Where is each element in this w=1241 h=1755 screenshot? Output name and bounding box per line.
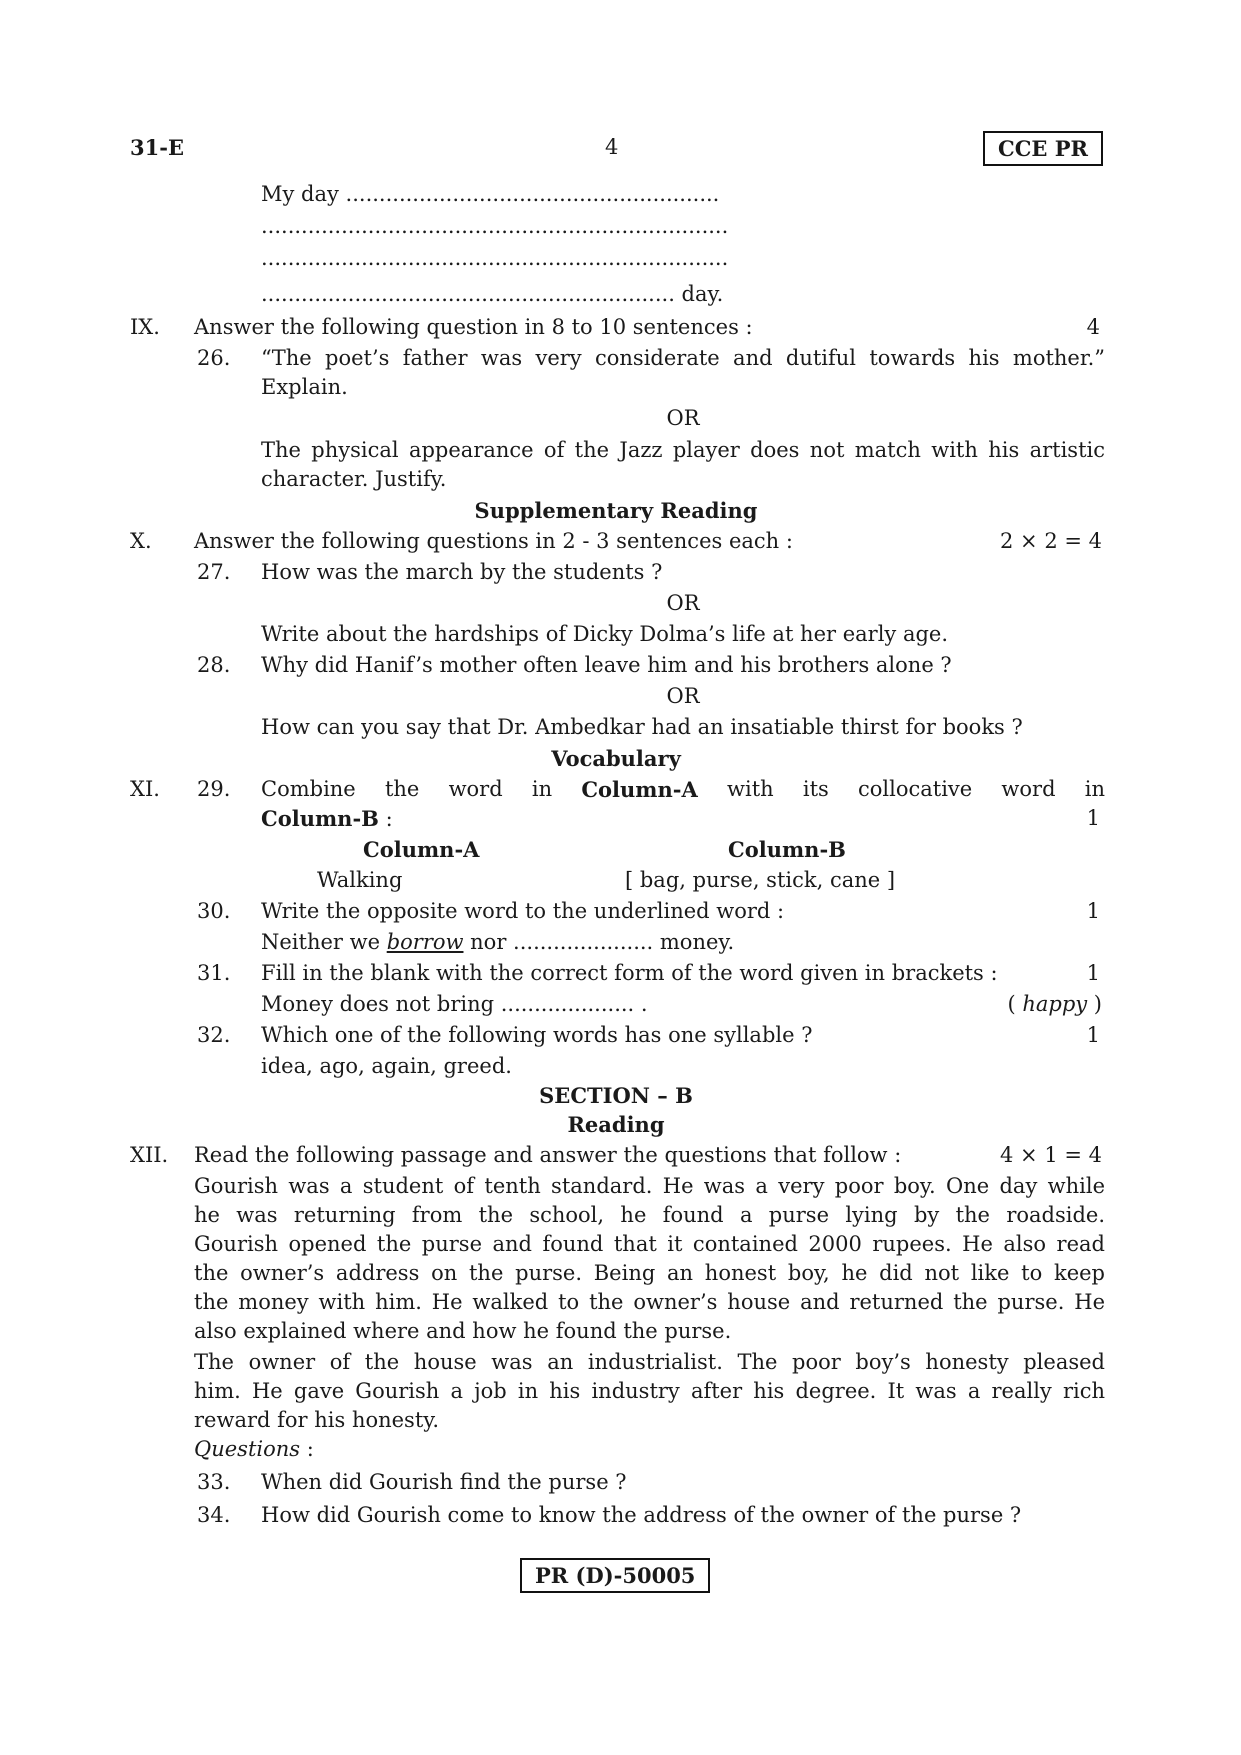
- q30-marks: 1: [1086, 899, 1100, 923]
- q31-number: 31.: [197, 961, 231, 985]
- supplementary-heading: Supplementary Reading: [474, 498, 758, 523]
- q12-instruction: Read the following passage and answer the questions that follow :: [194, 1143, 902, 1167]
- q26-alt-line1: The physical appearance of the Jazz player does not match with his artistic: [261, 438, 1105, 462]
- q9-marks: 4: [1086, 315, 1100, 339]
- passage-line: Gourish was a student of tenth standard. He was a very poor boy. One day while: [194, 1174, 1105, 1198]
- questions-label: [194, 1437, 314, 1462]
- q28-or: OR: [666, 684, 700, 708]
- q30-number: 30.: [197, 899, 231, 923]
- q31-hint: [950, 992, 1102, 1017]
- passage-line: Gourish opened the purse and found that it contained 2000 rupees. He also read: [194, 1232, 1105, 1256]
- q29-word: word: [1001, 777, 1056, 801]
- q29-word: word: [448, 777, 503, 801]
- vocabulary-heading: Vocabulary: [551, 746, 681, 771]
- q30-sentence: [261, 930, 734, 955]
- q12-marks: 4 × 1 = 4: [1000, 1143, 1102, 1167]
- q26-alt-line2: character. Justify.: [261, 467, 447, 491]
- passage-line: him. He gave Gourish a job in his industry after his degree. It was a really rich: [194, 1379, 1105, 1403]
- questions-label-colon: :: [300, 1437, 314, 1461]
- q32-text: Which one of the following words has one syllable ?: [261, 1023, 813, 1047]
- column-a-value: Walking: [317, 868, 403, 892]
- section-b-title: SECTION – B: [539, 1083, 693, 1108]
- q28-number: 28.: [197, 653, 231, 677]
- q30-text: Write the opposite word to the underlined word :: [261, 899, 785, 923]
- q29-word: collocative: [858, 777, 973, 801]
- q34-text: How did Gourish come to know the address of the owner of the purse ?: [261, 1503, 1022, 1527]
- q29-word: in: [1084, 777, 1105, 801]
- q9-roman: IX.: [130, 315, 160, 339]
- q34-number: 34.: [197, 1503, 231, 1527]
- blank-line-4: .............................................................. day.: [261, 282, 724, 306]
- blank-line-3: ......................................................................: [261, 246, 729, 270]
- q27-text: How was the march by the students ?: [261, 560, 663, 584]
- passage-line: The owner of the house was an industrialist. The poor boy’s honesty pleased: [194, 1350, 1105, 1374]
- q31-text: Fill in the blank with the correct form of the word given in brackets :: [261, 961, 998, 985]
- passage-line: he was returning from the school, he found a purse lying by the roadside.: [194, 1203, 1105, 1227]
- q32-options: idea, ago, again, greed.: [261, 1054, 512, 1078]
- q26-text-line1: “The poet’s father was very considerate and dutiful towards his mother.”: [261, 346, 1105, 370]
- q29-marks: 1: [1086, 806, 1100, 830]
- q29-word: with: [727, 777, 774, 801]
- passage-line: the owner’s address on the purse. Being an honest boy, he did not like to keep: [194, 1261, 1105, 1285]
- q31-hint-open: (: [1007, 992, 1023, 1016]
- column-b-heading: Column-B: [728, 837, 846, 862]
- column-a-heading: Column-A: [363, 837, 480, 862]
- q30-post: nor ..................... money.: [463, 930, 735, 954]
- q26-text-line2: Explain.: [261, 375, 348, 399]
- q33-text: When did Gourish find the purse ?: [261, 1470, 627, 1494]
- q29-word: Combine: [261, 777, 356, 801]
- q33-number: 33.: [197, 1470, 231, 1494]
- q30-underlined-word: borrow: [386, 930, 464, 954]
- q27-number: 27.: [197, 560, 231, 584]
- q29-column-b-ref: Column-B: [261, 806, 379, 831]
- q29-number: 29.: [197, 777, 231, 801]
- q32-marks: 1: [1086, 1023, 1100, 1047]
- q29-word: Column-A: [581, 777, 698, 802]
- q29-text-line1: [261, 777, 1105, 802]
- blank-line-1: My day ........................................................: [261, 182, 720, 206]
- section-b-subtitle: Reading: [567, 1112, 665, 1137]
- footer-code: PR (D)-50005: [520, 1558, 710, 1593]
- q27-or: OR: [666, 591, 700, 615]
- passage-line: reward for his honesty.: [194, 1408, 440, 1432]
- q28-text: Why did Hanif’s mother often leave him and his brothers alone ?: [261, 653, 952, 677]
- blank-line-2: ......................................................................: [261, 214, 729, 238]
- q26-or: OR: [666, 406, 700, 430]
- q29-word: in: [531, 777, 553, 801]
- q31-hint-word: happy: [1022, 992, 1088, 1016]
- page-number: 4: [605, 135, 619, 159]
- paper-code: 31-E: [130, 135, 184, 160]
- q30-pre: Neither we: [261, 930, 387, 954]
- q29-text-line2: [261, 806, 393, 832]
- q29-word: the: [384, 777, 420, 801]
- q27-alt: Write about the hardships of Dicky Dolma’s life at her early age.: [261, 622, 949, 646]
- q32-number: 32.: [197, 1023, 231, 1047]
- q31-hint-close: ): [1087, 992, 1102, 1016]
- q31-marks: 1: [1086, 961, 1100, 985]
- header-box-label: CCE PR: [983, 131, 1103, 166]
- questions-label-text: Questions: [194, 1437, 301, 1461]
- q10-roman: X.: [130, 529, 152, 553]
- q31-sentence: Money does not bring .................... .: [261, 992, 648, 1016]
- q10-instruction: Answer the following questions in 2 - 3 sentences each :: [194, 529, 793, 553]
- q10-marks: 2 × 2 = 4: [1000, 529, 1102, 553]
- q29-colon: :: [378, 807, 393, 831]
- q11-roman: XI.: [130, 777, 160, 801]
- passage-line: the money with him. He walked to the owner’s house and returned the purse. He: [194, 1290, 1105, 1314]
- q26-number: 26.: [197, 346, 231, 370]
- q29-word: its: [802, 777, 829, 801]
- column-b-value: [ bag, purse, stick, cane ]: [625, 868, 896, 892]
- q28-alt: How can you say that Dr. Ambedkar had an insatiable thirst for books ?: [261, 715, 1023, 739]
- q12-roman: XII.: [130, 1143, 169, 1167]
- passage-line: also explained where and how he found the purse.: [194, 1319, 732, 1343]
- q9-instruction: Answer the following question in 8 to 10 sentences :: [194, 315, 753, 339]
